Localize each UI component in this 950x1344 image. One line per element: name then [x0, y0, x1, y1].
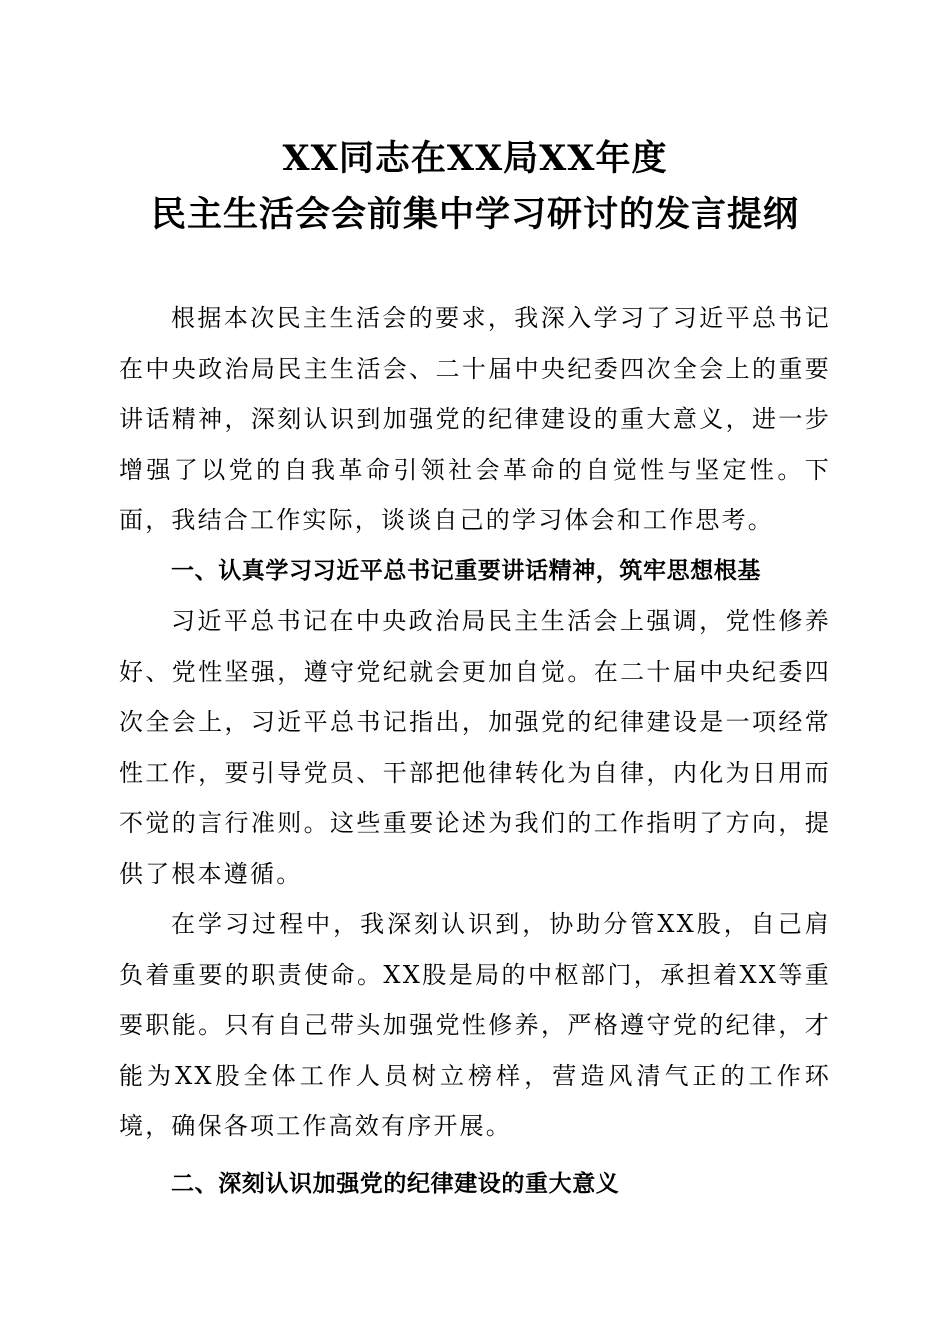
- document-body: [119, 293, 831, 1209]
- document-title-line-1: XX同志在XX局XX年度: [282, 138, 668, 179]
- document-title-line-2: 民主生活会会前集中学习研讨的发言提纲: [150, 194, 799, 235]
- section-1-paragraph-2: 在学习过程中，我深刻认识到，协助分管XX股，自己肩负着重要的职责使命。XX股是局的中枢部门，承担着XX等重要职能。只有自己带头加强党性修养，严格遵守党的纪律，才能为XX股全体工作人员树立榜样，营造风清气正的工作环境，确保各项工作高效有序开展。: [119, 910, 831, 1140]
- section-1-heading: 一、认真学习习近平总书记重要讲话精神，筑牢思想根基: [171, 557, 761, 584]
- section-2-heading: 二、深刻认识加强党的纪律建设的重大意义: [171, 1170, 620, 1197]
- intro-paragraph: 根据本次民主生活会的要求，我深入学习了习近平总书记在中央政治局民主生活会、二十届中央纪委四次全会上的重要讲话精神，深刻认识到加强党的纪律建设的重大意义，进一步增强了以党的自我革命引领社会革命的自觉性与坚定性。下面，我结合工作实际，谈谈自己的学习体会和工作思考。: [119, 304, 831, 534]
- section-1-paragraph-1: 习近平总书记在中央政治局民主生活会上强调，党性修养好、党性坚强，遵守党纪就会更加自觉。在二十届中央纪委四次全会上，习近平总书记指出，加强党的纪律建设是一项经常性工作，要引导党员、干部把他律转化为自律，内化为日用而不觉的言行准则。这些重要论述为我们的工作指明了方向，提供了根本遵循。: [119, 607, 831, 888]
